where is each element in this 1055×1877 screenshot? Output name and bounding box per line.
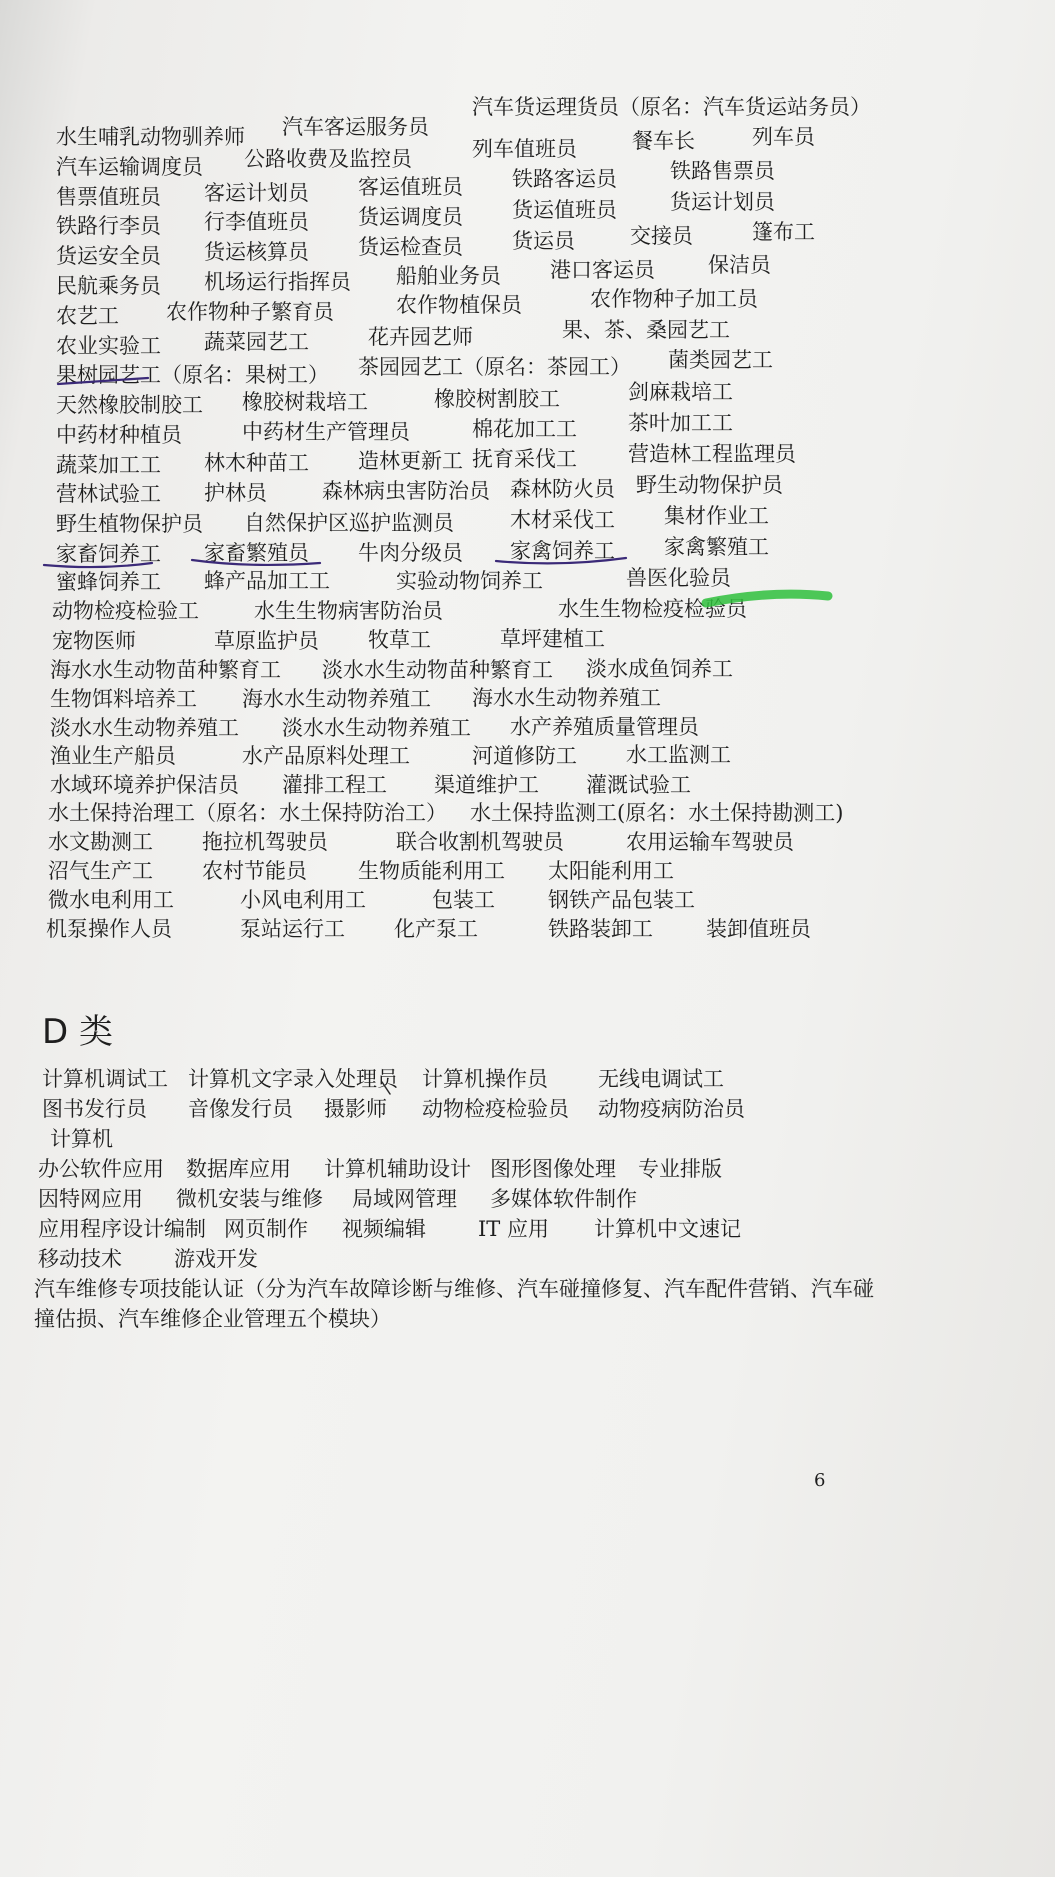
job-title: 灌溉试验工 bbox=[586, 773, 691, 797]
job-title: 造林更新工 bbox=[358, 449, 463, 473]
job-title: 水生哺乳动物驯养师 bbox=[56, 125, 245, 149]
course-title: 汽车维修专项技能认证（分为汽车故障诊断与维修、汽车碰撞修复、汽车配件营销、汽车碰 bbox=[34, 1277, 874, 1301]
job-title: 生物饵料培养工 bbox=[50, 687, 197, 711]
job-title: 水产品原料处理工 bbox=[242, 744, 410, 768]
job-title: 农作物种子繁育员 bbox=[166, 300, 334, 324]
job-title: 自然保护区巡护监测员 bbox=[244, 511, 454, 535]
job-title: 橡胶树割胶工 bbox=[434, 387, 560, 411]
job-title: 汽车运输调度员 bbox=[56, 155, 203, 179]
job-title: 木材采伐工 bbox=[510, 508, 615, 532]
job-title: 客运计划员 bbox=[204, 181, 309, 205]
course-title: 动物检疫检验员 bbox=[422, 1097, 569, 1121]
job-title: 行李值班员 bbox=[204, 210, 309, 234]
course-title: 视频编辑 bbox=[342, 1217, 426, 1241]
job-title: 菌类园艺工 bbox=[668, 348, 773, 372]
job-title: 装卸值班员 bbox=[706, 917, 811, 941]
course-title: 因特网应用 bbox=[38, 1187, 143, 1211]
course-title: 计算机文字录入处理员 bbox=[188, 1067, 398, 1091]
job-title: 铁路售票员 bbox=[670, 159, 775, 183]
job-title: 钢铁产品包装工 bbox=[548, 888, 695, 912]
job-title: 灌排工程工 bbox=[282, 773, 387, 797]
job-title: 农业实验工 bbox=[56, 334, 161, 358]
job-title: 生物质能利用工 bbox=[358, 859, 505, 883]
job-title: 河道修防工 bbox=[472, 744, 577, 768]
course-title: 微机安装与维修 bbox=[176, 1187, 323, 1211]
job-title: 护林员 bbox=[204, 481, 267, 505]
job-title: 实验动物饲养工 bbox=[396, 569, 543, 593]
job-title: 橡胶树栽培工 bbox=[242, 390, 368, 414]
course-title: 游戏开发 bbox=[174, 1247, 258, 1271]
job-title: 果树园艺工（原名：果树工） bbox=[56, 363, 329, 387]
job-title: 化产泵工 bbox=[394, 917, 478, 941]
job-title: 拖拉机驾驶员 bbox=[202, 830, 328, 854]
job-title: 农用运输车驾驶员 bbox=[626, 830, 794, 854]
job-title: 泵站运行工 bbox=[240, 917, 345, 941]
job-title: 货运核算员 bbox=[204, 240, 309, 264]
job-title: 林木种苗工 bbox=[204, 451, 309, 475]
course-title: 撞估损、汽车维修企业管理五个模块） bbox=[34, 1307, 391, 1331]
page-number: 6 bbox=[814, 1470, 826, 1491]
job-title: 小风电利用工 bbox=[240, 888, 366, 912]
job-title: 铁路客运员 bbox=[512, 167, 617, 191]
job-title: 淡水水生动物养殖工 bbox=[282, 716, 471, 740]
job-title: 宠物医师 bbox=[52, 629, 136, 653]
job-title: 花卉园艺师 bbox=[368, 325, 473, 349]
job-title: 民航乘务员 bbox=[56, 274, 161, 298]
course-title: 网页制作 bbox=[224, 1217, 308, 1241]
course-title: 多媒体软件制作 bbox=[490, 1187, 637, 1211]
job-title: 营林试验工 bbox=[56, 482, 161, 506]
job-title: 水生生物病害防治员 bbox=[254, 599, 443, 623]
job-title: 农艺工 bbox=[56, 304, 119, 328]
job-title: 中药材生产管理员 bbox=[242, 420, 410, 444]
job-title: 餐车长 bbox=[632, 129, 695, 153]
job-title: 家畜繁殖员 bbox=[204, 541, 309, 565]
job-title: 船舶业务员 bbox=[396, 264, 501, 288]
job-title: 货运计划员 bbox=[670, 190, 775, 214]
job-title: 水文勘测工 bbox=[48, 830, 153, 854]
course-title: 音像发行员 bbox=[188, 1097, 293, 1121]
job-title: 茶叶加工工 bbox=[628, 411, 733, 435]
job-title: 渔业生产船员 bbox=[50, 744, 176, 768]
job-title: 公路收费及监控员 bbox=[244, 147, 412, 171]
job-title: 集材作业工 bbox=[664, 504, 769, 528]
course-title: IT 应用 bbox=[478, 1217, 549, 1241]
job-title: 水土保持监测工(原名：水土保持勘测工) bbox=[470, 801, 844, 825]
job-title: 售票值班员 bbox=[56, 185, 161, 209]
job-title: 篷布工 bbox=[752, 220, 815, 244]
job-title: 家禽饲养工 bbox=[510, 539, 615, 563]
course-title: 数据库应用 bbox=[186, 1157, 291, 1181]
course-title: 图书发行员 bbox=[42, 1097, 147, 1121]
job-title: 水工监测工 bbox=[626, 743, 731, 767]
job-title: 海水水生动物苗种繁育工 bbox=[50, 658, 281, 682]
course-title: 办公软件应用 bbox=[38, 1157, 164, 1181]
job-title: 沼气生产工 bbox=[48, 859, 153, 883]
job-title: 牛肉分级员 bbox=[358, 541, 463, 565]
job-title: 渠道维护工 bbox=[434, 773, 539, 797]
job-title: 铁路行李员 bbox=[56, 214, 161, 238]
job-title: 微水电利用工 bbox=[48, 888, 174, 912]
job-title: 列车员 bbox=[752, 125, 815, 149]
job-title: 水土保持治理工（原名：水土保持防治工） bbox=[48, 801, 447, 825]
course-title: 计算机 bbox=[50, 1127, 113, 1151]
job-title: 港口客运员 bbox=[550, 258, 655, 282]
course-title: 图形图像处理 bbox=[490, 1157, 616, 1181]
job-title: 铁路装卸工 bbox=[548, 917, 653, 941]
job-title: 蜂产品加工工 bbox=[204, 569, 330, 593]
course-title: 局域网管理 bbox=[352, 1187, 457, 1211]
section-heading: D 类 bbox=[42, 1012, 113, 1052]
job-title: 草原监护员 bbox=[214, 629, 319, 653]
job-title: 农村节能员 bbox=[202, 859, 307, 883]
job-title: 交接员 bbox=[630, 224, 693, 248]
job-title: 森林病虫害防治员 bbox=[322, 479, 490, 503]
job-title: 淡水水生动物苗种繁育工 bbox=[322, 658, 553, 682]
job-title: 家畜饲养工 bbox=[56, 542, 161, 566]
job-title: 客运值班员 bbox=[358, 175, 463, 199]
job-title: 野生植物保护员 bbox=[56, 512, 203, 536]
course-title: 应用程序设计编制 bbox=[38, 1217, 206, 1241]
job-title: 抚育采伐工 bbox=[472, 447, 577, 471]
job-title: 货运调度员 bbox=[358, 205, 463, 229]
course-title: 动物疫病防治员 bbox=[598, 1097, 745, 1121]
job-title: 茶园园艺工（原名：茶园工） bbox=[358, 355, 631, 379]
job-title: 蜜蜂饲养工 bbox=[56, 570, 161, 594]
job-title: 货运员 bbox=[512, 229, 575, 253]
job-title: 海水水生动物养殖工 bbox=[472, 686, 661, 710]
job-title: 列车值班员 bbox=[472, 137, 577, 161]
job-title: 剑麻栽培工 bbox=[628, 380, 733, 404]
job-title: 水域环境养护保洁员 bbox=[50, 773, 239, 797]
job-title: 机场运行指挥员 bbox=[204, 270, 351, 294]
job-title: 汽车货运理货员（原名：汽车货运站务员） bbox=[472, 95, 871, 119]
job-title: 淡水水生动物养殖工 bbox=[50, 716, 239, 740]
job-title: 水产养殖质量管理员 bbox=[510, 715, 699, 739]
job-title: 中药材种植员 bbox=[56, 423, 182, 447]
job-title: 淡水成鱼饲养工 bbox=[586, 657, 733, 681]
job-title: 太阳能利用工 bbox=[548, 859, 674, 883]
job-title: 兽医化验员 bbox=[626, 566, 731, 590]
job-title: 农作物植保员 bbox=[396, 293, 522, 317]
job-title: 动物检疫检验工 bbox=[52, 599, 199, 623]
course-title: 无线电调试工 bbox=[598, 1067, 724, 1091]
job-title: 机泵操作人员 bbox=[46, 917, 172, 941]
job-title: 草坪建植工 bbox=[500, 627, 605, 651]
job-title: 包装工 bbox=[432, 888, 495, 912]
job-title: 牧草工 bbox=[368, 628, 431, 652]
job-title: 保洁员 bbox=[708, 253, 771, 277]
job-title: 蔬菜加工工 bbox=[56, 453, 161, 477]
job-title: 联合收割机驾驶员 bbox=[396, 830, 564, 854]
job-title: 家禽繁殖工 bbox=[664, 535, 769, 559]
job-title: 水生生物检疫检验员 bbox=[558, 597, 747, 621]
course-title: 移动技术 bbox=[38, 1247, 122, 1271]
job-title: 农作物种子加工员 bbox=[590, 287, 758, 311]
job-title: 货运检查员 bbox=[358, 235, 463, 259]
course-title: 计算机中文速记 bbox=[594, 1217, 741, 1241]
course-title: 专业排版 bbox=[638, 1157, 722, 1181]
course-title: 计算机辅助设计 bbox=[324, 1157, 471, 1181]
job-title: 森林防火员 bbox=[510, 477, 615, 501]
job-title: 营造林工程监理员 bbox=[628, 442, 796, 466]
job-title: 海水水生动物养殖工 bbox=[242, 687, 431, 711]
course-title: 计算机调试工 bbox=[42, 1067, 168, 1091]
job-title: 货运值班员 bbox=[512, 198, 617, 222]
job-title: 天然橡胶制胶工 bbox=[56, 393, 203, 417]
job-title: 汽车客运服务员 bbox=[282, 115, 429, 139]
job-title: 货运安全员 bbox=[56, 244, 161, 268]
job-title: 野生动物保护员 bbox=[636, 473, 783, 497]
job-title: 果、茶、桑园艺工 bbox=[562, 318, 730, 342]
course-title: 摄影师 bbox=[324, 1097, 387, 1121]
job-title: 蔬菜园艺工 bbox=[204, 330, 309, 354]
job-title: 棉花加工工 bbox=[472, 417, 577, 441]
course-title: 计算机操作员 bbox=[422, 1067, 548, 1091]
